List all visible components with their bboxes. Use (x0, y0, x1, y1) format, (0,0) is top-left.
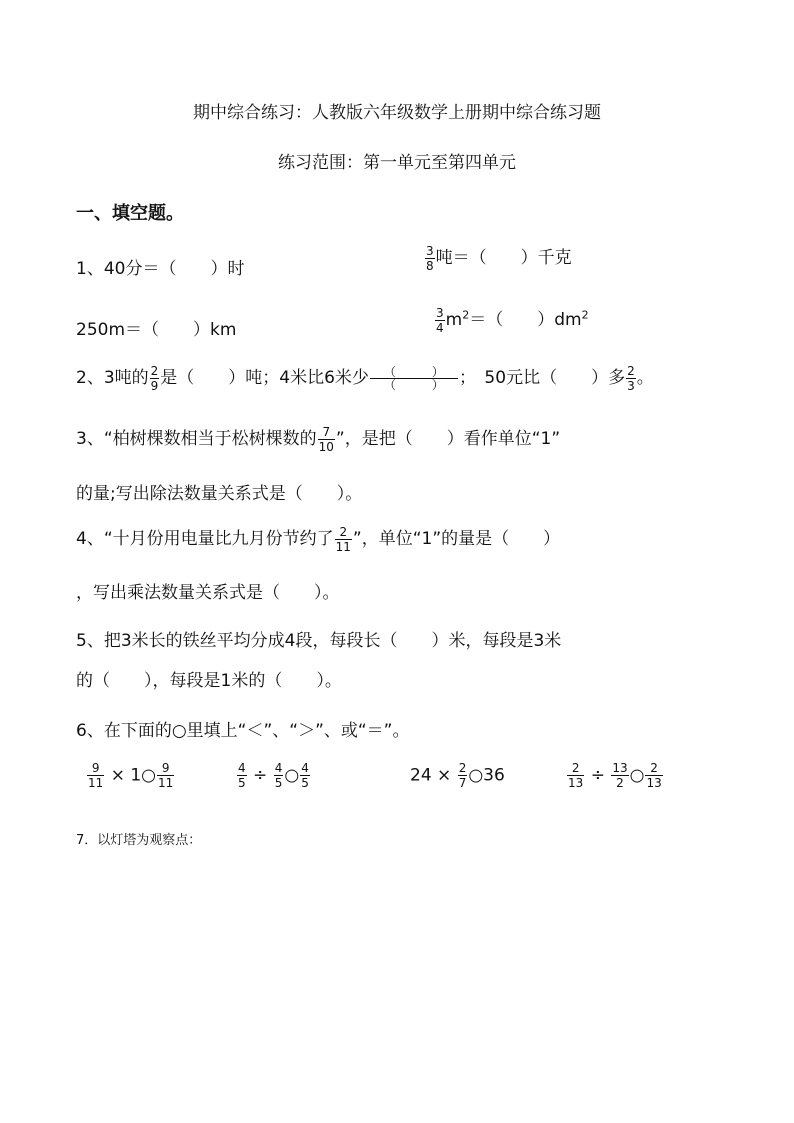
question-4-line-1: 4、“十月份用电量比九月份节约了 $\frac{2}{11}$ ”，单位“1”的量是（ ） (76, 524, 561, 554)
fraction: $\frac{2}{13}$ (568, 761, 584, 790)
question-6: 6、在下面的○里填上“＜”、“＞”、或“＝”。 (76, 721, 410, 741)
q1-item-b: $\frac{3}{8}$ 吨＝（ ）千克 (426, 243, 572, 273)
fraction: $\frac{3}{8}$ (426, 243, 434, 273)
question-2: 2、3吨的 $\frac{2}{9}$ 是（ ）吨；4米比6米少 $\frac{( )}{( )}$ ； 50元比（ ）多 $\frac{2}{3}$ 。 (76, 363, 654, 393)
compare-circle[interactable]: ○ (629, 765, 645, 786)
fraction: $\frac{7}{10}$ (318, 424, 334, 454)
fraction: $\frac{9}{11}$ (88, 761, 104, 790)
fraction: $\frac{2}{3}$ (627, 363, 635, 393)
section-heading: 一、填空题。 (76, 203, 184, 224)
question-7: 7．以灯塔为观察点： (76, 833, 202, 848)
fraction: $\frac{4}{5}$ (274, 761, 283, 790)
compare-expression-1: $\frac{9}{11}$ × 1○ $\frac{9}{11}$ (88, 761, 174, 790)
question-5-line-1: 5、把3米长的铁丝平均分成4段，每段长（ ）米，每段是3米 (76, 631, 562, 651)
q1-item-d: $\frac{3}{4}$ $m^2=$（ ）$dm^2$ (436, 305, 589, 335)
compare-expression-3: 24 × $\frac{2}{7}$ ○36 (410, 761, 505, 790)
fraction: $\frac{4}{5}$ (238, 761, 246, 790)
fraction: $\frac{13}{2}$ (612, 761, 628, 790)
fraction: $\frac{3}{4}$ (436, 305, 444, 335)
fraction: $\frac{2}{7}$ (458, 761, 467, 790)
blank-fraction: $\frac{( )}{( )}$ (370, 366, 458, 391)
compare-circle[interactable]: ○ (284, 765, 300, 786)
q1-item-c: 250m＝（ ）km (76, 320, 237, 340)
fraction: $\frac{2}{9}$ (150, 363, 159, 393)
question-5-line-2: 的（ ），每段是1米的（ ）。 (76, 671, 342, 691)
question-3-line-1: 3、“柏树棵数相当于松树棵数的 $\frac{7}{10}$ ”，是把（ ）看作单位“1” (76, 424, 561, 454)
question-4-line-2: ，写出乘法数量关系式是（ ）。 (76, 583, 340, 603)
compare-expression-2: $\frac{4}{5}$ ÷ $\frac{4}{5}$ ○ $\frac{4}{5}$ (238, 761, 309, 790)
fraction: $\frac{2}{13}$ (646, 761, 662, 790)
question-3-line-2: 的量;写出除法数量关系式是（ ）。 (76, 484, 363, 504)
fraction: $\frac{4}{5}$ (301, 761, 309, 790)
q1-item-a: 1、40分＝（ ）时 (76, 259, 245, 279)
fraction: $\frac{9}{11}$ (158, 761, 174, 790)
fraction: $\frac{2}{11}$ (335, 524, 351, 554)
page-title: 期中综合练习：人教版六年级数学上册期中综合练习题 (193, 103, 601, 123)
compare-expression-4: $\frac{2}{13}$ ÷ $\frac{13}{2}$ ○ $\frac{2}{13}$ (568, 761, 662, 790)
page-subtitle: 练习范围：第一单元至第四单元 (278, 153, 516, 173)
